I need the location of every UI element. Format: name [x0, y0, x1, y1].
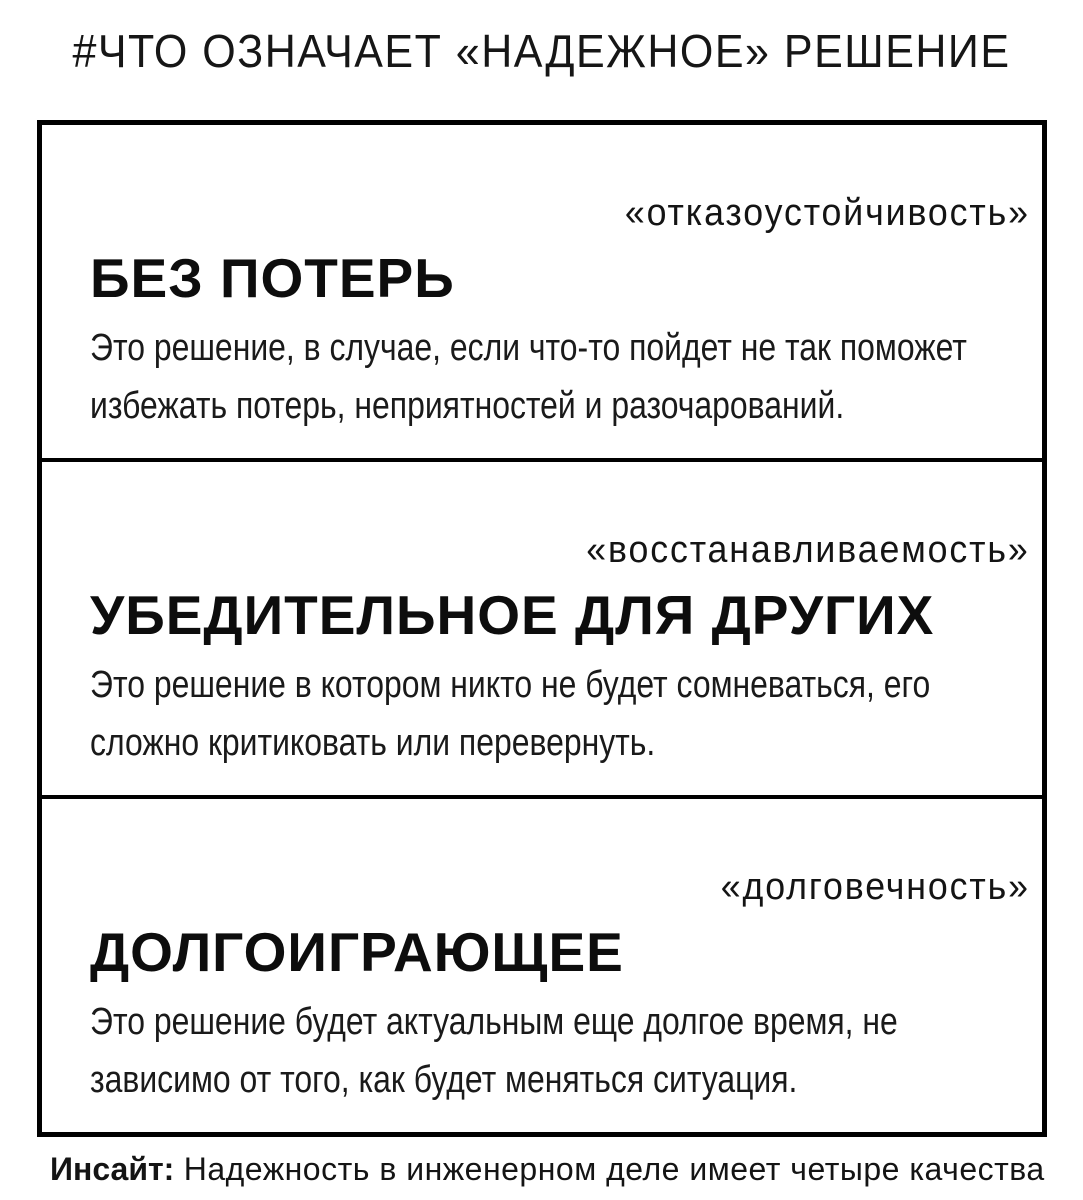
section-heading: ДОЛГОИГРАЮЩЕЕ	[90, 921, 624, 983]
section-tag: «долговечность»	[720, 866, 1030, 908]
section-fault-tolerance	[42, 125, 1042, 458]
body-line: избежать потерь, неприятностей и разочарований.	[90, 385, 845, 427]
insight-footer	[50, 1148, 1045, 1190]
section-durability	[42, 795, 1042, 1132]
section-heading: УБЕДИТЕЛЬНОЕ ДЛЯ ДРУГИХ	[90, 584, 935, 646]
section-tag: «отказоустойчивость»	[624, 192, 1030, 234]
body-line: сложно критиковать или перевернуть.	[90, 722, 656, 764]
body-line: зависимо от того, как будет меняться ситуация.	[90, 1059, 798, 1101]
section-body	[90, 656, 931, 772]
section-body	[90, 993, 898, 1109]
content-frame	[37, 120, 1047, 1137]
page-title: #ЧТО ОЗНАЧАЕТ «НАДЕЖНОЕ» РЕШЕНИЕ	[72, 25, 1011, 78]
insight-label: Инсайт:	[50, 1151, 175, 1187]
section-heading: БЕЗ ПОТЕРЬ	[90, 247, 455, 309]
insight-text: Надежность в инженерном деле имеет четыре качества	[174, 1151, 1045, 1187]
body-line: Это решение, в случае, если что-то пойдет не так поможет	[90, 327, 967, 369]
body-line: Это решение будет актуальным еще долгое время, не	[90, 1001, 898, 1043]
section-recoverability	[42, 458, 1042, 795]
body-line: Это решение в котором никто не будет сомневаться, его	[90, 664, 931, 706]
section-body	[90, 319, 967, 435]
section-tag: «восстанавливаемость»	[586, 529, 1030, 571]
